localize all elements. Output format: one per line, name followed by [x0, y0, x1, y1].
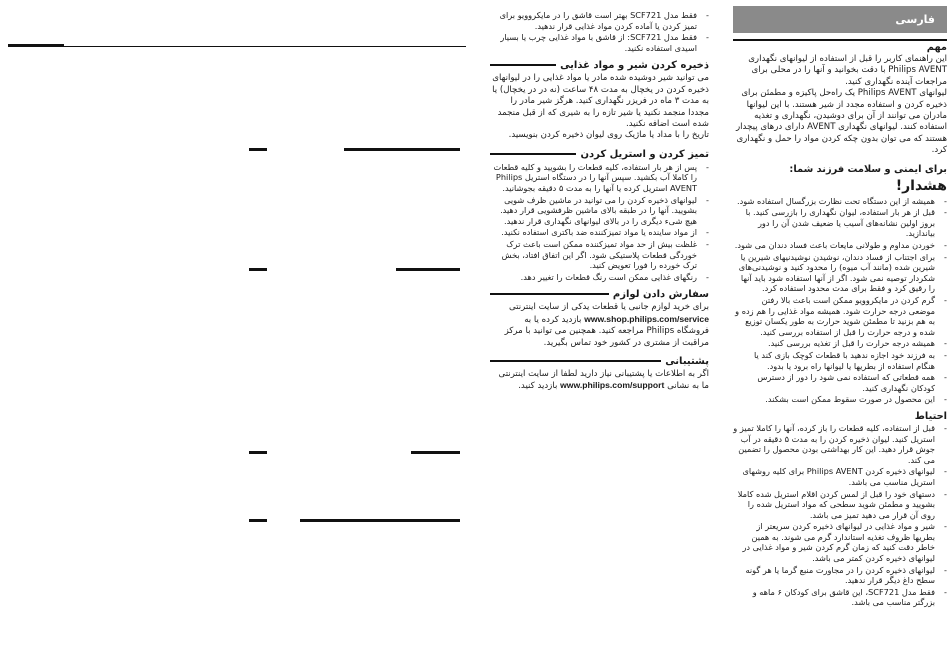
cleaning-item-text: رنگهای غذایی ممکن است رنگ قطعات را تغییر دهد.	[520, 271, 697, 282]
caution-item	[733, 565, 947, 586]
bullet-dash: -	[944, 240, 947, 251]
caution-item-text: دستهای خود را قبل از لمس کردن اقلام استریل شده کاملا بشویید و مطمئن شوید سطحی که مواد استریل شده را روی آن قرار می دهید تمیز می باشد.	[737, 488, 935, 520]
bullet-dash: -	[944, 422, 947, 433]
middle-column	[490, 10, 709, 393]
bullet-dash: -	[944, 207, 947, 218]
top-note-item-text: فقط مدل SCF721: از قاشق با مواد غذایی چرب یا بسیار اسیدی استفاده نکنید.	[500, 32, 697, 53]
caution-item-text: شیر و مواد غذایی در لیوانهای ذخیره کردن سریعتر از بطریها ظروف تغذیه استاندارد گرم می شوند. به همین خاطر دقت کنید که زمان گرم کردن شیر و مواد غذایی در لیوانهای ذخیره کردن کمتر می باشد.	[742, 521, 935, 564]
cleaning-item-text: لیوانهای ذخیره کردن را می توانید در ماشین ظرف شویی بشویید. آنها را در طبقه بالای ماشین ظرفشویی قرار دهید. هیچ شیء دیگری را در بالای لیوانهای نگهداری قرار ندهید.	[500, 194, 697, 226]
important-heading: مهم	[926, 42, 947, 53]
warning-item	[733, 252, 947, 294]
separator-4-left	[249, 519, 267, 522]
support-link[interactable]: www.philips.com/support	[560, 380, 665, 391]
bullet-dash: -	[944, 564, 947, 575]
cleaning-item	[490, 239, 709, 271]
warning-item-text: همه قطعاتی که استفاده نمی شود را دور از دسترس کودکان نگهداری کنید.	[757, 372, 935, 393]
warning-item-text: این محصول در صورت سقوط ممکن است بشکند.	[765, 394, 935, 405]
bullet-dash: -	[706, 10, 709, 20]
bullet-dash: -	[944, 295, 947, 305]
warning-item	[733, 372, 947, 393]
shop-link[interactable]: www.shop.philips.com/service	[584, 313, 709, 324]
warning-item-text: قبل از هر بار استفاده، لیوان نگهداری را بازرسی کنید. با بروز اولین نشانه‌های آسیب یا ضعیف شدن آن را دور بیاندازید.	[745, 207, 935, 239]
bullet-dash: -	[944, 488, 947, 499]
bullet-dash: -	[944, 349, 947, 360]
bullet-dash: -	[706, 161, 709, 172]
warning-item-text: برای اجتناب از فساد دندان، نوشیدن نوشیدنیهای شیرین یا شیرین شده (مانند آب میوه) را محدود کنید و نوشیدنی‌های شکردار توصیه نمی شود. اگر از آنها استفاده شود باید آنها را رقیق کرد و فقط برای مدت محدود استفاده کرد.	[738, 251, 935, 294]
left-page-rule-thin	[8, 46, 466, 47]
warning-list	[733, 196, 947, 405]
support-text	[490, 369, 709, 393]
caution-list	[733, 423, 947, 608]
support-line-1: اگر به اطلاعات یا پشتیبانی نیاز دارید لطفا از سایت اینترنتی ما به نشانی	[498, 368, 709, 392]
ordering-section-header	[490, 288, 709, 302]
ordering-line-2: به فروشگاه Philips مراجعه کنید. همچنین می توانید با مرکز مراقبت از مشتری در کشور خود تماس بگیرید.	[504, 314, 709, 348]
cleaning-item	[490, 272, 709, 283]
language-tab	[733, 6, 947, 33]
bullet-dash: -	[944, 586, 947, 597]
top-note-item	[490, 10, 709, 31]
separator-3-left	[249, 451, 267, 454]
ordering-line-1-end: بازدید کرده یا	[533, 314, 582, 325]
bullet-dash: -	[706, 194, 709, 205]
bullet-dash: -	[944, 466, 947, 477]
separator-2-left	[249, 268, 267, 271]
ordering-line-1: برای خرید لوازم جانبی یا قطعات یدکی از سایت اینترنتی	[508, 302, 709, 313]
right-column	[733, 6, 947, 609]
bullet-dash: -	[944, 251, 947, 262]
cleaning-item-text: پس از هر بار استفاده، کلیه قطعات را بشویید و کلیه قطعات را کاملا آب بکشید. سپس آنها را در دستگاه استریل Philips AVENT استریل کرده یا آنها را به مدت ۵ دقیقه بجوشانید.	[493, 161, 697, 193]
warning-item	[733, 196, 947, 207]
top-note-item-text: فقط مدل SCF721 بهتر است قاشق را در مایکروویو برای تمیز کردن یا آماده کردن مواد غذایی قرار ندهید.	[499, 10, 697, 31]
cleaning-list	[490, 162, 709, 283]
storage-text-date: تاریخ را با مداد یا ماژیک روی لیوان ذخیره کردن بنویسید.	[508, 130, 709, 141]
separator-3-right	[411, 451, 460, 454]
caution-heading: احتیاط	[914, 410, 947, 422]
bullet-dash: -	[944, 521, 947, 532]
cleaning-item	[490, 195, 709, 227]
separator-1-left	[249, 148, 267, 151]
language-label: فارسی	[895, 13, 935, 26]
support-heading: پشتیبانی	[661, 355, 709, 368]
safety-heading: برای ایمنی و سلامت فرزند شما:	[789, 163, 947, 175]
caution-item-text: لیوانهای ذخیره کردن Philips AVENT برای کلیه روشهای استریل مناسب می باشد.	[742, 466, 935, 487]
warning-item-text: همیشه از این دستگاه تحت نظارت بزرگسال استفاده شود.	[737, 195, 935, 206]
warning-item	[733, 350, 947, 371]
storage-text: می توانید شیر دوشیده شده مادر یا مواد غذایی را در لیوانهای ذخیره کردن در یخچال به مدت ۴۸ ساعت (نه در در یخچال) یا به مدت ۳ ماه در فریزر نگهداری کنید. هرگز شیر مادر را مجددا منجمد نکنید یا شیر تازه را به شیری که از قبل منجمد شده است اضافه نکنید.	[492, 73, 709, 129]
bullet-dash: -	[944, 372, 947, 383]
left-page-rule-thick	[8, 44, 64, 47]
support-section-header	[490, 355, 709, 369]
warning-item	[733, 295, 947, 337]
separator-1-right	[344, 148, 460, 151]
bullet-dash: -	[706, 227, 709, 238]
intro-paragraph-1: این راهنمای کاربر را قبل از استفاده از لیوانهای نگهداری Philips AVENT با دقت بخوانید و آنها را در محلی برای مراجعات آینده نگهداری کنید.	[748, 54, 947, 87]
cleaning-heading: تمیز کردن و استریل کردن	[576, 148, 709, 161]
storage-section-header	[490, 59, 709, 73]
caution-item	[733, 466, 947, 487]
top-notes-list	[490, 10, 709, 53]
bullet-dash: -	[706, 32, 709, 43]
warning-item-text: همیشه درجه حرارت را قبل از تغذیه بررسی کنید.	[767, 338, 935, 349]
top-note-item	[490, 32, 709, 53]
caution-item-text: قبل از استفاده، کلیه قطعات را باز کرده، آنها را کاملا تمیز و استریل کنید. لیوان ذخیره کردن را به مدت ۵ دقیقه در آب جوش قرار دهید. این کار بهداشتی بودن محصول را تضمین می کند.	[733, 422, 935, 465]
separator-2-right	[396, 268, 460, 271]
storage-heading: ذخیره کردن شیر و مواد غذایی	[556, 59, 709, 72]
caution-item	[733, 489, 947, 521]
bullet-dash: -	[706, 271, 709, 282]
bullet-dash: -	[944, 195, 947, 206]
cleaning-item	[490, 162, 709, 194]
bullet-dash: -	[944, 394, 947, 405]
warning-item	[733, 338, 947, 349]
caution-item	[733, 423, 947, 465]
bullet-dash: -	[706, 238, 709, 249]
cleaning-item-text: غلظت بیش از حد مواد تمیزکننده ممکن است باعث ترک خوردگی قطعات پلاستیکی شود. اگر این اتفاق افتاد، بخش ترک خورده را فورا تعویض کنید.	[501, 238, 697, 271]
caution-item	[733, 521, 947, 563]
separator-4-right	[300, 519, 460, 522]
caution-item-text: لیوانهای ذخیره کردن را در مجاورت منبع گرما یا هر گونه سطح داغ دیگر قرار ندهید.	[745, 564, 935, 586]
warning-item-text: خوردن مداوم و طولانی مایعات باعث فساد دندان می شود.	[734, 240, 935, 251]
cleaning-item	[490, 227, 709, 238]
ordering-heading: سفارش دادن لوازم	[609, 288, 709, 301]
warning-item-text: به فرزند خود اجازه ندهید با قطعات کوچک بازی کند یا هنگام استفاده از بطریها یا لیوانها راه برود یا بدود.	[754, 349, 935, 371]
cleaning-section-header	[490, 148, 709, 162]
caution-item-text: فقط مدل SCF721، این قاشق برای کودکان ۶ ماهه و بزرگتر مناسب می باشد.	[752, 586, 935, 608]
ordering-text	[490, 302, 709, 349]
cleaning-item-text: از مواد ساینده یا مواد تمیزکننده ضد باکتری استفاده نکنید.	[501, 227, 697, 238]
warning-item	[733, 240, 947, 251]
warning-item	[733, 394, 947, 405]
caution-item	[733, 587, 947, 608]
intro-paragraph-2: لیوانهای Philips AVENT یک راه‌حل پاکیزه و مطمئن برای ذخیره کردن و استفاده مجدد از شیر هستند. با این لیوانها مادران می توانند از آن برای دوشیدن، نگهداری و تغذیه استفاده کنند. لیوانهای نگهداری AVENT دارای درهای پیچدار هستند که می توان بدون چکه کردن مواد را حمل و نگهداری کرد.	[736, 88, 947, 156]
bullet-dash: -	[944, 338, 947, 349]
support-line-1-end: بازدید کنید.	[518, 381, 558, 392]
warning-heading: هشدار!	[895, 177, 947, 194]
warning-item	[733, 207, 947, 239]
warning-item-text: گرم کردن در مایکروویو ممکن است باعث بالا رفتن موضعی درجه حرارت شود. همیشه مواد غذایی را هم زده و به هم بزنید تا مطمئن شوید حرارت به طور یکسان توزیع شده و درجه حرارت را قبل از استفاده بررسی کنید.	[735, 295, 935, 337]
